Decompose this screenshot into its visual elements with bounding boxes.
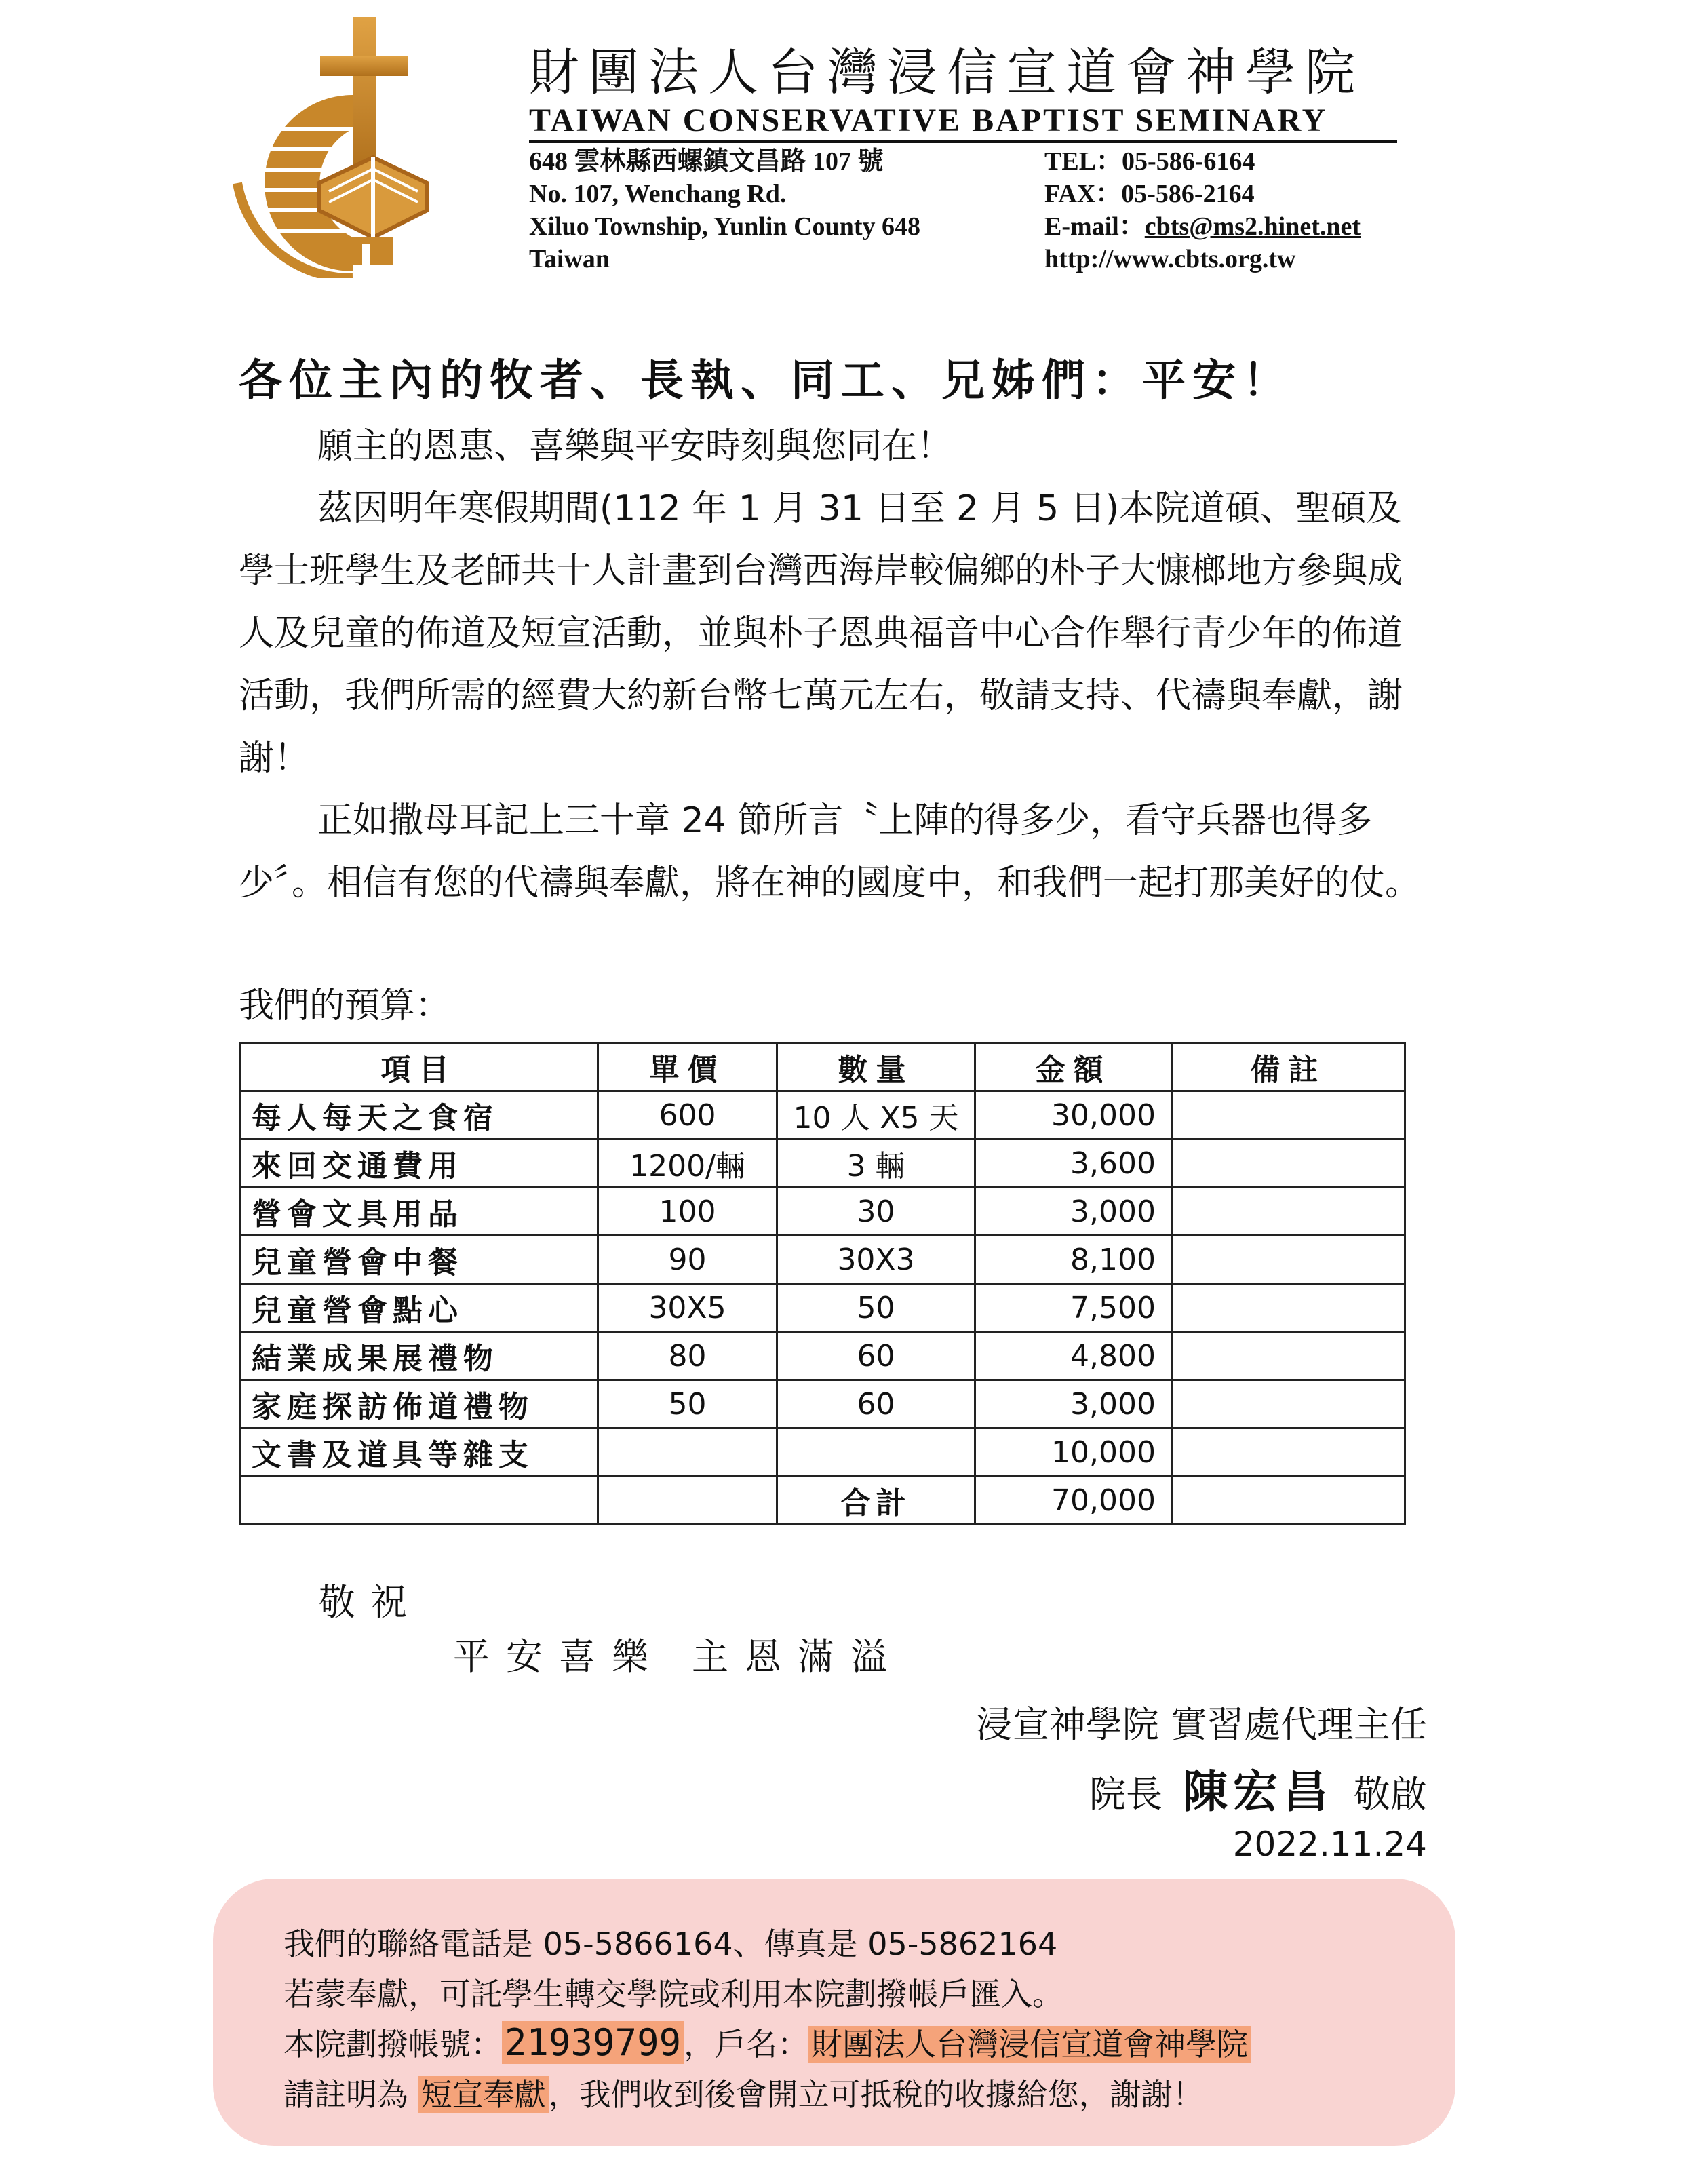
signature-title: 浸宣神學院 實習處代理主任 — [975, 1703, 1427, 1746]
table-total-row — [240, 1477, 1405, 1525]
signature-end: 敬啟 — [1354, 1773, 1427, 1816]
letter-date: 2022.11.24 — [1232, 1825, 1427, 1864]
cell-quantity — [777, 1428, 975, 1477]
cell-quantity: 3 輛 — [777, 1139, 975, 1188]
cell-quantity: 30 — [777, 1188, 975, 1236]
note-prefix: 請註明為 — [283, 2076, 418, 2113]
note-suffix: ，我們收到後會開立可抵稅的收據給您，謝謝！ — [548, 2076, 1204, 2113]
cell-amount: 10,000 — [975, 1428, 1172, 1477]
email-link[interactable]: cbts@ms2.hinet.net — [1144, 212, 1361, 241]
signature-name: 陳宏昌 — [1183, 1765, 1333, 1818]
header-item: 項目 — [240, 1043, 598, 1091]
signature-line — [1089, 1755, 1427, 1820]
cell-amount: 3,600 — [975, 1139, 1172, 1188]
cell-quantity: 30X3 — [777, 1236, 975, 1284]
total-label: 合計 — [777, 1477, 975, 1525]
email-line — [1044, 210, 1361, 243]
table-row — [240, 1332, 1405, 1380]
cell-remarks — [1172, 1428, 1405, 1477]
org-name-english: TAIWAN CONSERVATIVE BAPTIST SEMINARY — [529, 102, 1397, 143]
table-row — [240, 1284, 1405, 1332]
cell-item: 文書及道具等雜支 — [240, 1428, 598, 1477]
org-name-chinese: 財團法人台灣浸信宣道會神學院 — [529, 43, 1365, 102]
account-name: 財團法人台灣浸信宣道會神學院 — [808, 2026, 1251, 2063]
budget-title: 我們的預算： — [239, 986, 451, 1026]
cell-item: 每人每天之食宿 — [240, 1091, 598, 1139]
address-line: 648 雲林縣西螺鎮文昌路 107 號 — [529, 147, 884, 176]
donation-instructions: 若蒙奉獻，可託學生轉交學院或利用本院劃撥帳戶匯入。 — [283, 1976, 1063, 2012]
fax-number: FAX：05-586-2164 — [1044, 180, 1255, 208]
cell-remarks — [1172, 1139, 1405, 1188]
cell-empty — [1172, 1477, 1405, 1525]
blessing-part: 平安喜樂 — [453, 1635, 665, 1678]
cell-quantity: 60 — [777, 1380, 975, 1428]
cell-amount: 30,000 — [975, 1091, 1172, 1139]
closing-salutation: 敬祝 — [319, 1581, 422, 1624]
table-row — [240, 1380, 1405, 1428]
cell-empty — [240, 1477, 598, 1525]
cell-unit-price: 90 — [598, 1236, 777, 1284]
cell-unit-price: 1200/輛 — [598, 1139, 777, 1188]
cell-unit-price: 600 — [598, 1091, 777, 1139]
cell-unit-price — [598, 1428, 777, 1477]
cell-quantity: 60 — [777, 1332, 975, 1380]
table-header-row — [240, 1043, 1405, 1091]
header-quantity: 數量 — [777, 1043, 975, 1091]
contact-phone-line: 我們的聯絡電話是 05-5866164、傳真是 05-5862164 — [283, 1926, 1058, 1962]
total-amount: 70,000 — [975, 1477, 1172, 1525]
cell-remarks — [1172, 1284, 1405, 1332]
cell-amount: 4,800 — [975, 1332, 1172, 1380]
address-line: Taiwan — [529, 245, 610, 273]
table-row — [240, 1236, 1405, 1284]
cell-item: 結業成果展禮物 — [240, 1332, 598, 1380]
cell-quantity: 50 — [777, 1284, 975, 1332]
account-prefix: 本院劃撥帳號： — [283, 2026, 502, 2063]
cell-unit-price: 80 — [598, 1332, 777, 1380]
email-label: E-mail： — [1044, 212, 1145, 241]
cell-item: 家庭探訪佈道禮物 — [240, 1380, 598, 1428]
table-row — [240, 1091, 1405, 1139]
cell-item: 兒童營會中餐 — [240, 1236, 598, 1284]
cell-unit-price: 100 — [598, 1188, 777, 1236]
donation-note-label: 短宣奉獻 — [418, 2076, 549, 2113]
table-row — [240, 1428, 1405, 1477]
header-amount: 金額 — [975, 1043, 1172, 1091]
cell-quantity: 10 人 X5 天 — [777, 1091, 975, 1139]
blessing-part: 主恩滿溢 — [692, 1635, 903, 1678]
greeting: 各位主內的牧者、長執、同工、兄姊們：平安！ — [239, 355, 1293, 406]
address-line: Xiluo Township, Yunlin County 648 — [529, 212, 920, 241]
paragraph: 願主的恩惠、喜樂與平安時刻與您同在！ — [317, 426, 953, 467]
cell-amount: 7,500 — [975, 1284, 1172, 1332]
cell-unit-price: 50 — [598, 1380, 777, 1428]
cell-amount: 8,100 — [975, 1236, 1172, 1284]
cell-unit-price: 30X5 — [598, 1284, 777, 1332]
address-block — [529, 145, 920, 275]
website-link[interactable]: http://www.cbts.org.tw — [1044, 245, 1296, 273]
cell-item: 來回交通費用 — [240, 1139, 598, 1188]
header-unit-price: 單價 — [598, 1043, 777, 1091]
cell-amount: 3,000 — [975, 1188, 1172, 1236]
cell-remarks — [1172, 1332, 1405, 1380]
cell-amount: 3,000 — [975, 1380, 1172, 1428]
header-remarks: 備註 — [1172, 1043, 1405, 1091]
cell-item: 兒童營會點心 — [240, 1284, 598, 1332]
budget-table — [239, 1042, 1406, 1525]
cell-remarks — [1172, 1236, 1405, 1284]
donation-note-line — [283, 2070, 1204, 2115]
address-line: No. 107, Wenchang Rd. — [529, 180, 787, 208]
cell-remarks — [1172, 1380, 1405, 1428]
cell-remarks — [1172, 1188, 1405, 1236]
cell-item: 營會文具用品 — [240, 1188, 598, 1236]
cell-empty — [598, 1477, 777, 1525]
account-number: 21939799 — [502, 2021, 684, 2064]
letter-body — [239, 415, 1432, 914]
contact-block — [1044, 145, 1361, 275]
table-row — [240, 1139, 1405, 1188]
tel-number: TEL：05-586-6164 — [1044, 147, 1255, 176]
cross-bible-logo-icon — [217, 14, 441, 278]
cell-remarks — [1172, 1091, 1405, 1139]
closing-blessing — [453, 1628, 903, 1680]
account-line — [283, 2020, 1251, 2065]
paragraph: 茲因明年寒假期間(112 年 1 月 31 日至 2 月 5 日)本院道碩、聖碩及學士班學生及老師共十人計畫到台灣西海岸較偏鄉的朴子大慷榔地方參與成人及兒童的佈道及短宣活動，並與朴子恩典福音中心合作舉行青少年的佈道活動，我們所需的經費大約新台幣七萬元左右，敬請支持、代禱與奉獻，謝謝！ — [239, 488, 1403, 779]
account-mid: ，戶名： — [684, 2026, 809, 2063]
paragraph: 正如撒母耳記上三十章 24 節所言〝上陣的得多少，看守兵器也得多少〞。相信有您的代禱與奉獻，將在神的國度中，和我們一起打那美好的仗。 — [239, 800, 1421, 903]
signature-role: 院長 — [1089, 1773, 1162, 1816]
table-row — [240, 1188, 1405, 1236]
